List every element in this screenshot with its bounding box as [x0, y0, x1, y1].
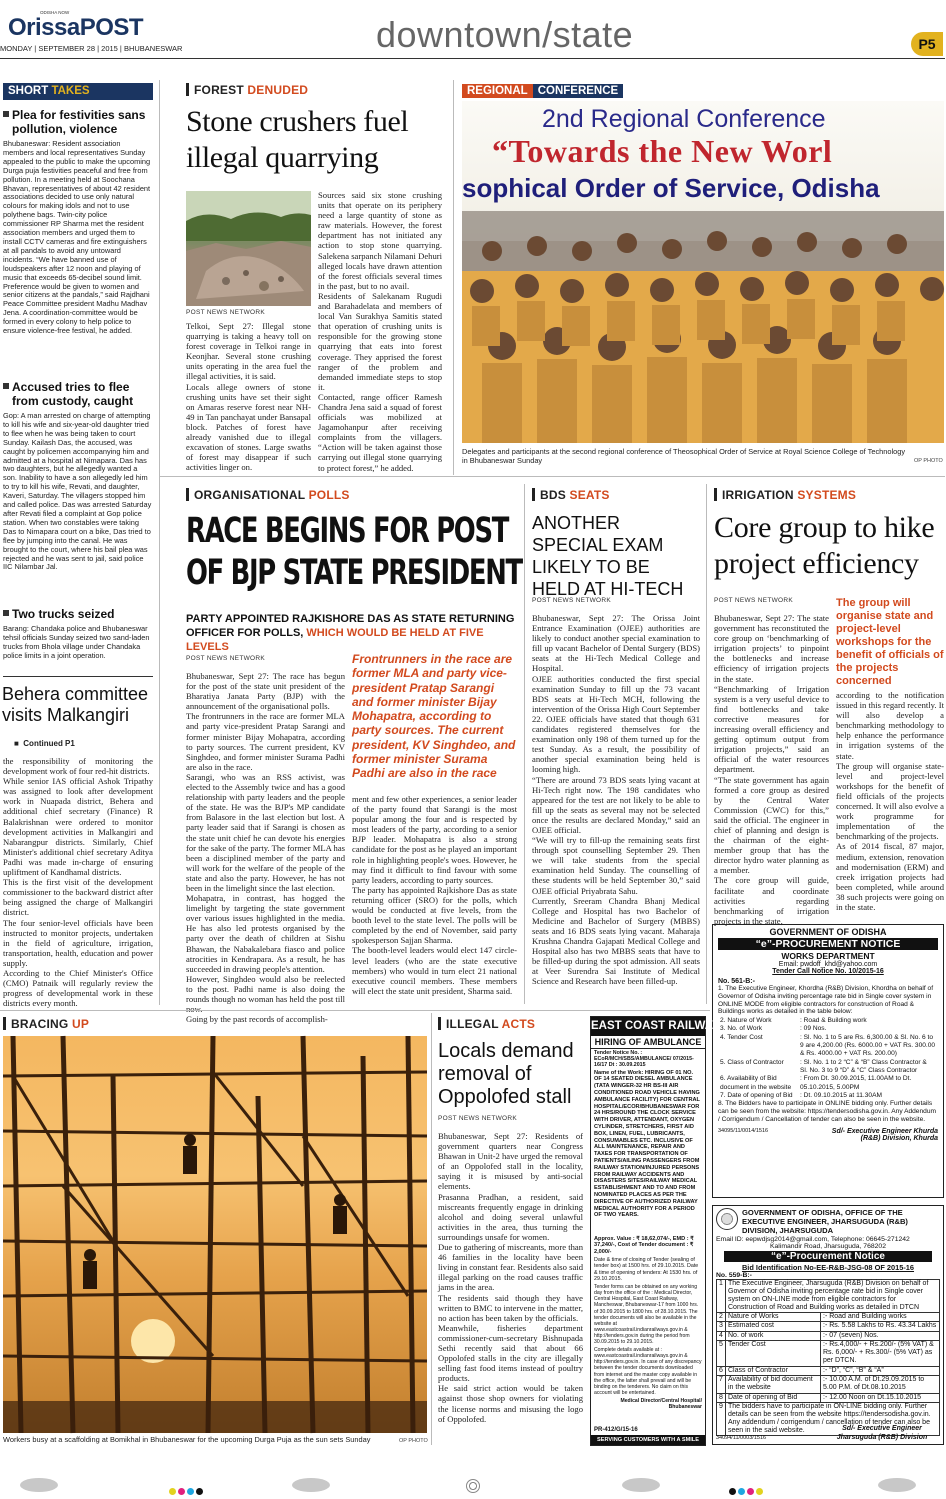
short-takes-label-1: SHORT [8, 85, 49, 97]
ecr-tender-notice [590, 1016, 720, 1446]
forest-headline: Stone crushers fuel illegal quarrying [186, 105, 409, 174]
table-row [718, 1017, 938, 1025]
irrigation-col1: Bhubaneswar, Sept 27: The state government has reconstituted the core group on ‘benchmarking of irrigation projects’ to pinpoint the bottlenecks and increase efficiency of irrigation projects in the state. “Benchmarking of Irrigation system is a very useful device to find bottlenecks and take corrective measures for increasing overall efficiency and getting optimum output from irrigation projects,” said an official of the water resources department. “The state government has again formed a core group as desired by the Central Water Commission (CWC) for this,” said the official. The engineer in chief of planning and design is the chairman of the eight-member group that has the director hydro water planning as a member. The core group will guide, facilitate and coordinate activities regarding benchmarking of irrigation projects in the state, [714, 613, 829, 926]
table-cell: 2 [717, 1313, 726, 1322]
short-takes-header [3, 83, 153, 100]
table-cell: : Sl. No. 1 to 2 “C” & “B” Class Contractor & Sl. No. 3 to 9 “D” & “C” Class Contractor [800, 1058, 927, 1074]
table-cell: Estimated cost [726, 1322, 821, 1331]
quarry-photo [186, 191, 311, 306]
forest-byline: POST NEWS NETWORK [186, 309, 266, 316]
ecr-value: Approx. Value : ₹ 18,62,074/-, EMD : ₹ 37,240/-, Cost of Tender document : ₹ 2,000/- [594, 1235, 694, 1256]
emblem-icon [716, 1208, 738, 1230]
conference-kicker-2: CONFERENCE [533, 84, 624, 98]
table-row [718, 1075, 938, 1092]
print-mark-oval [20, 1478, 58, 1492]
tender2-address: Kalimandir Road, Jharsuguda, 768202 [769, 1243, 886, 1250]
short-take-1 [3, 108, 153, 359]
tender1-ref: 34095/11/0014/1516 [718, 1127, 769, 1134]
table-cell: :- 12.00 Noon on Dt.15.10.2015 [821, 1393, 940, 1402]
bjp-kicker [186, 488, 350, 502]
table-row [717, 1376, 940, 1394]
forest-col2: Sources said six stone crushing units that operate on its periphery need a large quantity of stone as raw materials. However, the forest department has not initiated any action to stop stone quarrying. Salekena sarpanch Nilamani Dehuri alleged locals have drawn attention of the forest officials several times in the past, but to no avail. Residents of Salekanam Rugudi and Barahadelata and members of local Van Surakhya Samitis stated that operation of crushing units is responsible for the growing stone quarrying that eats into forest coverage. They apprised the forest ranger of the problem and demanded immediate steps to stop it. Contacted, range officer Ramesh Chandra Jena said a squad of forest officials was mobilized at Jagamohanpur after receiving complaints from the villagers. “Action will be taken against those carrying out illegal stone quarrying to protect forest,” he added. [318, 190, 442, 473]
conference-caption: Delegates and participants at the second regional conference of Theosophical Order of Service at Royal Science College of Technology in Bhubaneswar Sunday [462, 447, 906, 465]
bjp-pullquote: Frontrunners in the race are former MLA and party vice-president Pratap Sarangi and former minister Bijay Mohapatra, according to party sources. The current president, KV Singhdeo, and former minister Surama Padhi are also in the race [352, 652, 516, 781]
table-cell: :- 10.00 A.M. of Dt.29.09.2015 to 5.00 P.M. of Dt.08.10.2015 [821, 1376, 940, 1394]
ecr-sign: Medical Director/Central Hospital/ Bhubaneswar [620, 1397, 702, 1410]
table-cell: : Road & Building work [800, 1017, 867, 1025]
bjp-col1: Bhubaneswar, Sept 27: The race has begun for the post of the state unit president of the Bharatiya Janata Party (BJP) with the announcement of the organisational polls. The frontrunners in the race are former MLA and party vice-president Pratap Sarangi and former minister Bijay Mohapatra, according to party sources. The current president, KV Singhdeo, and former minister Surama Padhi are also in the race. Sarangi, who was an RSS activist, was elected to the Assembly twice and has a good relationship with party leaders and the people of the state. He was the BJP's MP candidate from Balasore in the last election but lost. A party leader said that if Sarangi is chosen as the state unit chief he can devote his energies for the sake of the party. The former MLA has been a disciplined member of the party and will work for the welfare of the people of the state and also the party. However, he has not been in the limelight since the last election. Mohapatra, in contrast, has hogged the limelight by targeting the state government over various issues highlighted in the media. He has also led protests organised by the party over the death of children at Sishu Bhawan, the Nabakalebara fiasco and police atrocities in Kendrapara. As a result, he has succeeded in drawing people's attention. However, Singhdeo would also be reelected to the post. Padhi name is also doing the rounds though no woman has held the post till Going by the past records of accomplish- [186, 671, 345, 1025]
short-take-2 [3, 380, 153, 599]
section-title: downtown/state [376, 14, 634, 55]
ecr-subtitle: HIRING OF AMBULANCE [591, 1036, 705, 1049]
irrigation-kicker [714, 488, 856, 502]
ecr-pr: PR-412/G/15-16 [594, 1427, 638, 1433]
banner-line-2: “Towards the New Worl [492, 133, 833, 169]
table-cell: The bidders have to participate in ON-LINE bidding only. Further details can be seen from the website https://tendersodisha.gov.in. Any addendum / corrigendum / cancellation of tender can also be seen in the said website. [726, 1402, 940, 1435]
tender2-table [716, 1279, 940, 1436]
irrigation-kicker-1: IRRIGATION [722, 488, 794, 502]
table-row [717, 1313, 940, 1322]
short-takes-label-2: TAKES [51, 85, 90, 97]
irrigation-byline: POST NEWS NETWORK [714, 597, 794, 604]
illegal-body: Bhubaneswar, Sept 27: Residents of government quarters near Congress Bhawan in Unit-2 have urged the removal of an Oppolofed stall in the locality, saying it is misused by anti-social elements. Prasanna Pradhan, a resident, said miscreants frequently engage in drinking alcohol and doing several unlawful activities in the area, thus turning the surroundings unsafe for women. Due to gathering of miscreants, more than 46 families in the locality have been living in constant fear. Residents also said illegal parking on the road causes traffic jams in the area. The residents said though they have written to BMC to intervene in the matter, no action has been taken by the officials. Meanwhile, fisheries department commissioner-cum-secretary Bishnupada Sethi recently said that about 66 Oppolofed stalls in the city are illegally selling fast food items instead of poultry products. He said strict action would be taken against those shop owners for violating the license norms and misusing the logo of Oppolofed. [438, 1131, 583, 1424]
conference-photo [462, 101, 944, 443]
dateline: MONDAY | SEPTEMBER 28 | 2015 | BHUBANESWAR [0, 44, 183, 53]
tender2-sign: Sd/- Executive Engineer Jharsuguda (R&B) Division [836, 1425, 928, 1441]
table-cell: Class of Contractor [726, 1366, 821, 1375]
table-cell: The Executive Engineer, Jharsuguda (R&B) Division on behalf of Governor of Odisha inviting percentage rate bid in Single cover system on ON-LINE mode from eligible contractors for Construction of Road and Building works as detailed in DTCN [726, 1280, 940, 1313]
bds-kicker [532, 488, 610, 502]
print-mark-oval [878, 1478, 916, 1492]
table-row [717, 1280, 940, 1313]
bjp-subhead-2: WHICH WOULD BE HELD AT FIVE LEVELS [186, 627, 484, 653]
table-row [717, 1366, 940, 1375]
illegal-kicker-2: ACTS [501, 1017, 536, 1031]
table-cell: : Sl. No. 1 to 5 are Rs. 6,300.00 & Sl. No. 6 to 9 are 4,200.00 (Rs. 6000.00 + VAT Rs. 300.00 & Rs. 4000.00 + VAT Rs. 200.00) [800, 1033, 936, 1058]
tender2-gov: GOVERNMENT OF ODISHA, OFFICE OF THE EXECUTIVE ENGINEER, JHARSUGUDA (R&B) DIVISION, JHARSUGUDA [742, 1208, 908, 1235]
short-take-title: Plea for festivities sans pollution, violence [12, 108, 146, 136]
tender1-note: 8. The Bidders have to participate in ONLINE bidding only. Further details can be seen from the website: https://tendersodisha.gov.in. Any Addendum / Corrigendum / Cancellation of tender can also be seen in the website. [718, 1100, 936, 1123]
table-cell: 3. No. of Work [720, 1025, 763, 1033]
table-cell: :- Rs. 5.58 Lakhs to Rs. 43.34 Lakhs [821, 1322, 940, 1331]
table-cell: 7 [717, 1376, 726, 1394]
short-take-title: Two trucks seized [12, 607, 115, 621]
bjp-byline: POST NEWS NETWORK [186, 655, 266, 662]
tender1-intro: 1. The Executive Engineer, Khordha (R&B) Division, Khordha on behalf of Governor of Odisha inviting percentage rate bid in Single cover system in ONLINE MODE from eligible contractors for construction of Road & Buildings works as detailed in the table below: [718, 985, 934, 1016]
table-cell: 5 [717, 1340, 726, 1366]
bracing-kicker-1: BRACING [11, 1017, 69, 1031]
table-cell: Availability of bid document in the website [726, 1376, 821, 1394]
table-row [717, 1340, 940, 1366]
table-row [717, 1322, 940, 1331]
illegal-byline: POST NEWS NETWORK [438, 1115, 518, 1122]
tender1-gov: GOVERNMENT OF ODISHA [769, 927, 887, 937]
bjp-subhead-1: PARTY APPOINTED RAJKISHORE DAS AS STATE RETURNING OFFICER FOR POLLS, [186, 613, 515, 639]
table-row [718, 1034, 938, 1059]
tender2-no: No. 559-B:- [716, 1272, 752, 1279]
brand-small: ODISHA NOW [40, 10, 70, 15]
table-cell: 4. Tender Cost [720, 1033, 763, 1041]
registration-target-icon [466, 1479, 480, 1493]
bjp-kicker-2: POLLS [308, 488, 350, 502]
table-cell: Date of opening of Bid [726, 1393, 821, 1402]
bds-kicker-1: BDS [540, 488, 566, 502]
short-take-body: Bhubaneswar: Resident association members and local representatives Sunday appealed to the public to make the upcoming Durga puja festivities peaceful and free from pollution. In a meeting held at Soochana Bhavan, representatives of about 42 resident associations decided to use only natural colours for making idols and not to use polythene bags. Twin-city police commissioner RP Sharma met the resident association members and urged them to install CCTV cameras and fire extinguishers at all pandals to avoid any untoward incidents. “We have banned use of loudspeakers after 12 noon and playing of music that exceeds 65-decibel sound limit. Preference would be given to women and senior citizens at the pandals,” said Rajdhani Peace Committee president Madhu Madhav Jena. A coordination-committee would be formed in every colony to help police to ensure violence-free festival, he added. [3, 139, 151, 336]
brand-name: OrissaPOST [8, 14, 144, 41]
bjp-col2: ment and few other experiences, a senior leader of the party found that Sarangi is the most popular among the four and is respected by most leaders of the party, according to a senior BJP leader. Mohapatra is also a strong candidate for the post as he played an important role in highlighting people's woes. However, he may find it difficult to find favour with some party leaders, according to party sources. The party has appointed Rajkishore Das as state returning officer (SRO) for the polls, which would be conducted at five levels, from the booth level to the state level. The polls will be completed by the end of November, said party spokesperson Sajjan Sharma. The booth-level leaders would elect 147 circle-level leaders (who are the state executive members) who would in turn elect 21 national executive council members. These members will elect the state unit president, Sharma said. [352, 794, 517, 996]
table-cell: 7. Date of opening of Bid [720, 1091, 793, 1099]
table-cell: 8 [717, 1393, 726, 1402]
table-cell: : Dt. 09.10.2015 at 11.30AM [800, 1091, 882, 1099]
tender-notice-khurda [712, 924, 944, 1198]
banner-line-3: sophical Order of Service, Odisha [462, 173, 880, 203]
irrigation-col2: according to the notification issued in this regard recently. It will also develop a benchmarking methodology to help enhance the performance in irrigation systems of the state. The group will organise state-level and project-level workshops for the benefit of field officials of the projects concerned. It will also evolve a work programme for implementation of the benchmarking of the projects. As of 2014 fiscal, 87 major, medium, extension, renovation and modernisation (ERM) and creek irrigation projects had been completed, while around 38 such projects were going on in the state. [836, 690, 944, 912]
conference-kicker [462, 83, 623, 100]
bracing-kicker-2: UP [71, 1017, 90, 1031]
table-cell: : From Dt. 30.09.2015, 11.00AM to Dt. 05.10.2015, 5.00PM [800, 1075, 912, 1091]
ecr-title: EAST COAST RAILWAY [591, 1017, 705, 1036]
ecr-complete: Complete details available at : www.eastcoastrail.indianrailways.gov.in & http://tenders.gov.in. In case of any discrepancy between the tender documents downloaded from internet and the master copy available in the office, the latter shall prevail and will be binding on the tenderers. No claim on this account will be entertained. [594, 1347, 702, 1396]
bjp-kicker-1: ORGANISATIONAL [194, 488, 306, 502]
bracing-kicker [3, 1017, 89, 1031]
table-cell: 2. Nature of Work [720, 1017, 772, 1025]
tender1-call: Tender Call Notice No. 10/2015-16 [772, 968, 884, 975]
tender2-header [716, 1208, 940, 1235]
tender2-notice: “e”-Procurement Notice [724, 1251, 932, 1262]
bracing-credit: OP PHOTO [399, 1438, 428, 1444]
ecr-footer: SERVING CUSTOMERS WITH A SMILE [591, 1435, 705, 1445]
forest-kicker [186, 83, 308, 97]
short-take-3 [3, 607, 153, 673]
illegal-kicker [438, 1017, 535, 1031]
continued-label: ■ Continued P1 [14, 739, 75, 748]
table-row [718, 1059, 938, 1076]
table-cell: 5. Class of Contractor [720, 1058, 784, 1066]
tender1-email: Email: pwdoff_khd@yahoo.com [778, 961, 878, 968]
tender1-notice: “e”-PROCUREMENT NOTICE [718, 938, 938, 950]
print-mark-oval [292, 1478, 330, 1492]
forest-kicker-2: DENUDED [247, 83, 309, 97]
table-cell: 4 [717, 1331, 726, 1340]
tender2-ref: 34094/11/0003/1516 [716, 1435, 767, 1441]
color-registration-marks [168, 1480, 204, 1499]
color-registration-marks [728, 1480, 764, 1499]
table-cell: No. of work [726, 1331, 821, 1340]
table-cell: :- Rs.4,000/- + Rs.200/- (5% VAT) & Rs. 6,000/- + Rs.300/- (5% VAT) as per DTCN. [821, 1340, 940, 1366]
bds-headline: ANOTHER SPECIAL EXAM LIKELY TO BE HELD AT HI-TECH [532, 513, 684, 599]
table-cell: :- 07 (seven) Nos. [821, 1331, 940, 1340]
table-row [717, 1393, 940, 1402]
tender1-dept: WORKS DEPARTMENT [781, 951, 875, 961]
tender-notice-jharsuguda [712, 1205, 944, 1445]
table-cell: 9 [717, 1402, 726, 1435]
table-row [718, 1025, 938, 1033]
ecr-notice-no: Tender Notice No. : ECoR/MCH/SBS/AMBULANCE/ 07/2015-16/17 Dt : 30.09.2015 [594, 1050, 694, 1069]
page-number-badge: P5 [911, 32, 943, 56]
tender1-no: No. 561-B:- [718, 978, 755, 985]
short-take-body: Barang: Chandaka police and Bhubaneswar tehsil officials Sunday seized two sand-laden trucks from Bhola village under Chandaka police limits in a joint operation. [3, 624, 150, 660]
table-cell: Nature of Works [726, 1313, 821, 1322]
illegal-kicker-1: ILLEGAL [446, 1017, 499, 1031]
irrigation-kicker-2: SYSTEMS [797, 488, 857, 502]
table-row [718, 1092, 938, 1100]
table-cell: :- “D”, “C”, “B” & “A” [821, 1366, 940, 1375]
banner-line-1: 2nd Regional Conference [542, 105, 826, 133]
irrigation-headline: Core group to hike project efficiency [714, 511, 935, 580]
table-cell: : 09 Nos. [800, 1025, 827, 1033]
scaffolding-photo [3, 1036, 427, 1433]
ecr-forms: Tender forms can be obtained on any working day from the office of the : Medical Director, Central Hospital, East Coast Railway, Mancheswar, Bhubaneswar-17 from 1000 hrs. of 30.09.2015 to 1800 hrs. of 28.10.2015. The tender documents will also be available in the website at www.eastcoastrail.indianrailways.gov.in & http://tenders.gov.in during the period from 30.09.2015 to 29.10.2015. [594, 1284, 699, 1346]
continued-text: Continued P1 [23, 739, 75, 748]
tender2-email: Email ID: eepwdjsg2014@gmail.com, Telephone: 06645-271242 [716, 1236, 910, 1243]
bds-kicker-2: SEATS [569, 488, 610, 502]
print-mark-oval [622, 1478, 660, 1492]
forest-col1: Telkoi, Sept 27: Illegal stone quarrying is taking a heavy toll on forest coverage in Telkoi range in Keonjhar. Several stone crushing units operating in the area fuel the illegal activities, it is said. Locals allege owners of stone crushing units have set their sight on Amaras reserve forest near NH-49 in Tan panchayat under Bansapal block. Patches of forest have already vanished due to illegal excavation of stones. Large swaths of forest may disappear if such activities linger on. [186, 321, 311, 473]
tender2-bid: Bid Identification No-EE-R&B-JSG-08 OF 2015-16 [741, 1263, 915, 1272]
table-cell: Tender Cost [726, 1340, 821, 1366]
table-cell: 6. Availability of Bid document in the website [720, 1075, 792, 1091]
bds-body: Bhubaneswar, Sept 27: The Orissa Joint Entrance Examination (OJEE) authorities are likely to conduct another special examination to fill up vacant Bachelor of Dental Surgery (BDS) seats at the Hi-Tech Medical College and Hospital. OJEE authorities conducted the first special examination Sunday to fill up the 73 vacant BDS seats at Hi-Tech MCH, following the intervention of the Orissa High Court September 22. OJEE officials have stated that though 631 candidates registered themselves for the examination only 198 of them turned up for the test Sunday. As a result, the possibility of another special examination being held is looming high. “There are around 73 BDS seats lying vacant at Hi-Tech right now. The 198 candidates who appeared for the test are not likely to be able to fill up the seats as several may not be selected once the results are declared Monday,” said an OJEE official. “We will try to fill-up the remaining seats first through spot counselling September 29. Then we will take students from the special examination held Sunday. The counselling of these students will be held September 30,” said OJEE official Priyabrata Sahu. Currently, Sreeram Chandra Bhanj Medical College and Hospital has two Bachelor of Medicine and Bachelor of Surgery (MBBS) seats and 16 BDS seats lying vacant. Maharaja Krushna Chandra Gajapati Medical College and Hospital also has two MBBS seats that have to be filled-up during the spot admission. All seats at Veer Surendra Sai Institute of Medical Science and Research have been filled-up. [532, 613, 700, 987]
conference-kicker-1: REGIONAL [462, 84, 533, 98]
table-cell: :- Road and Building works [821, 1313, 940, 1322]
forest-kicker-1: FOREST [194, 83, 244, 97]
table-cell: 3 [717, 1322, 726, 1331]
tender1-sign: Sd/- Executive Engineer Khurda (R&B) Division, Khurda [831, 1127, 938, 1142]
table-cell: 6 [717, 1366, 726, 1375]
bjp-headline: RACE BEGINS FOR POST OF BJP STATE PRESIDENT [186, 511, 522, 593]
behera-body: the responsibility of monitoring the development work of four red-hit districts. While senior IAS official Ashok Tripathy was assigned to look after development work in Nuapada district, Behera and additional chief secretary (Finance) R Balakrishnan were ordered to monitor development activities in Malkangiri and Nabarangpur districts. Similarly, Chief Minister's additional chief secretary Aditya Padhi was made in-charge of ensuring upliftment of Kandhamal districts. This is the first visit of the development commissioner to the backward district after being assigned the charge of Malkangiri district. The four senior-level officials have been instructed to monitor projects, undertaken in the field of agriculture, irrigation, transportation, health, education and power supply. According to the Chief Minister's Office (CMO) Patnaik will regularly review the progress of developmental work in these districts every month. [3, 756, 153, 1009]
table-cell: 1 [717, 1280, 726, 1313]
ecr-body: Name of the Work: HIRING OF 01 NO. OF 14 SEATED DIESEL AMBULANCE (TATA WINGER-32 HR BS-III AIR CONDITIONED ROAD VEHICLE HAVING AMBULANCE FACILITY) FOR CENTRAL HOSPITAL/ECOR/BHUBANESWAR FOR 24 HRS/ROUND THE CLOCK SERVICE WITH DRIVER, ATTENDANT, OXYGEN CYLINDER, STRETCHERS, FIRST AID BOX, LINEN, FUEL, LUBRICANTS, CONSUMABLES ETC. INCLUSIVE OF ALL MAINTENANCE, REPAIR AND TAXES FOR TRANSPORTATION OF PATIENTS/AILING PASSENGERS FROM RAILWAY STATION/INJURED PERSONS FROM RAILWAY ACCIDENTS AND DISASTERS SITES/RAILWAY MEDICAL ESTABLISHMENT AND TO AND FROM NOMINATED PLACES AS PER THE DIRECTIVE OF AUTHORIZED RAILWAY MEDICAL AUTHORITY FOR A PERIOD OF TWO YEARS. [594, 1069, 700, 1219]
short-take-body: Gop: A man arrested on charge of attempting to kill his wife and six-year-old daughter tried to flee when he was being taken to court Sunday. Kailash Das, the accused, was caught by policemen accompanying him and admitted at a hospital at Nimapara. Das has two daughters, but he allegedly wanted a son. Inability to have a son allegedly led him to try to kill his wife, Revati, and daughter, Kaveri, Saturday. The villagers stopped him and called police. Das was arrested Saturday after Revati filed a complaint at Gop police station. When two constables were taking Das to Nimapara court on a bike, Das tried to flee by jumping into the canal. He was brought to the court, where his bail plea was rejected and he was sent to jail, said police IIC Nilambar Jal. [3, 411, 152, 572]
bracing-caption: Workers busy at a scaffolding at Bomikhal in Bhubaneswar for the upcoming Durga Puja as the sun sets Sunday [3, 1435, 371, 1444]
irrigation-pullquote: The group will organise state and project-level workshops for the benefit of officials of the projects concerned [836, 597, 944, 687]
tender1-table [718, 1017, 938, 1100]
conference-credit: OP PHOTO [914, 458, 943, 464]
behera-headline: Behera committee visits Malkangiri [2, 684, 149, 725]
bjp-subhead [186, 612, 516, 654]
bds-byline: POST NEWS NETWORK [532, 597, 612, 604]
short-take-title: Accused tries to flee from custody, caught [12, 380, 134, 408]
ecr-dates: Date & time of closing of Tender (sealing of tender box) at 1500 hrs. of 29.10.2015. Date & time of opening of tenders: At 1530 hrs. of 29.10.2015. [594, 1257, 699, 1282]
illegal-headline: Locals demand removal of Oppolofed stall [438, 1040, 574, 1108]
table-row [717, 1331, 940, 1340]
